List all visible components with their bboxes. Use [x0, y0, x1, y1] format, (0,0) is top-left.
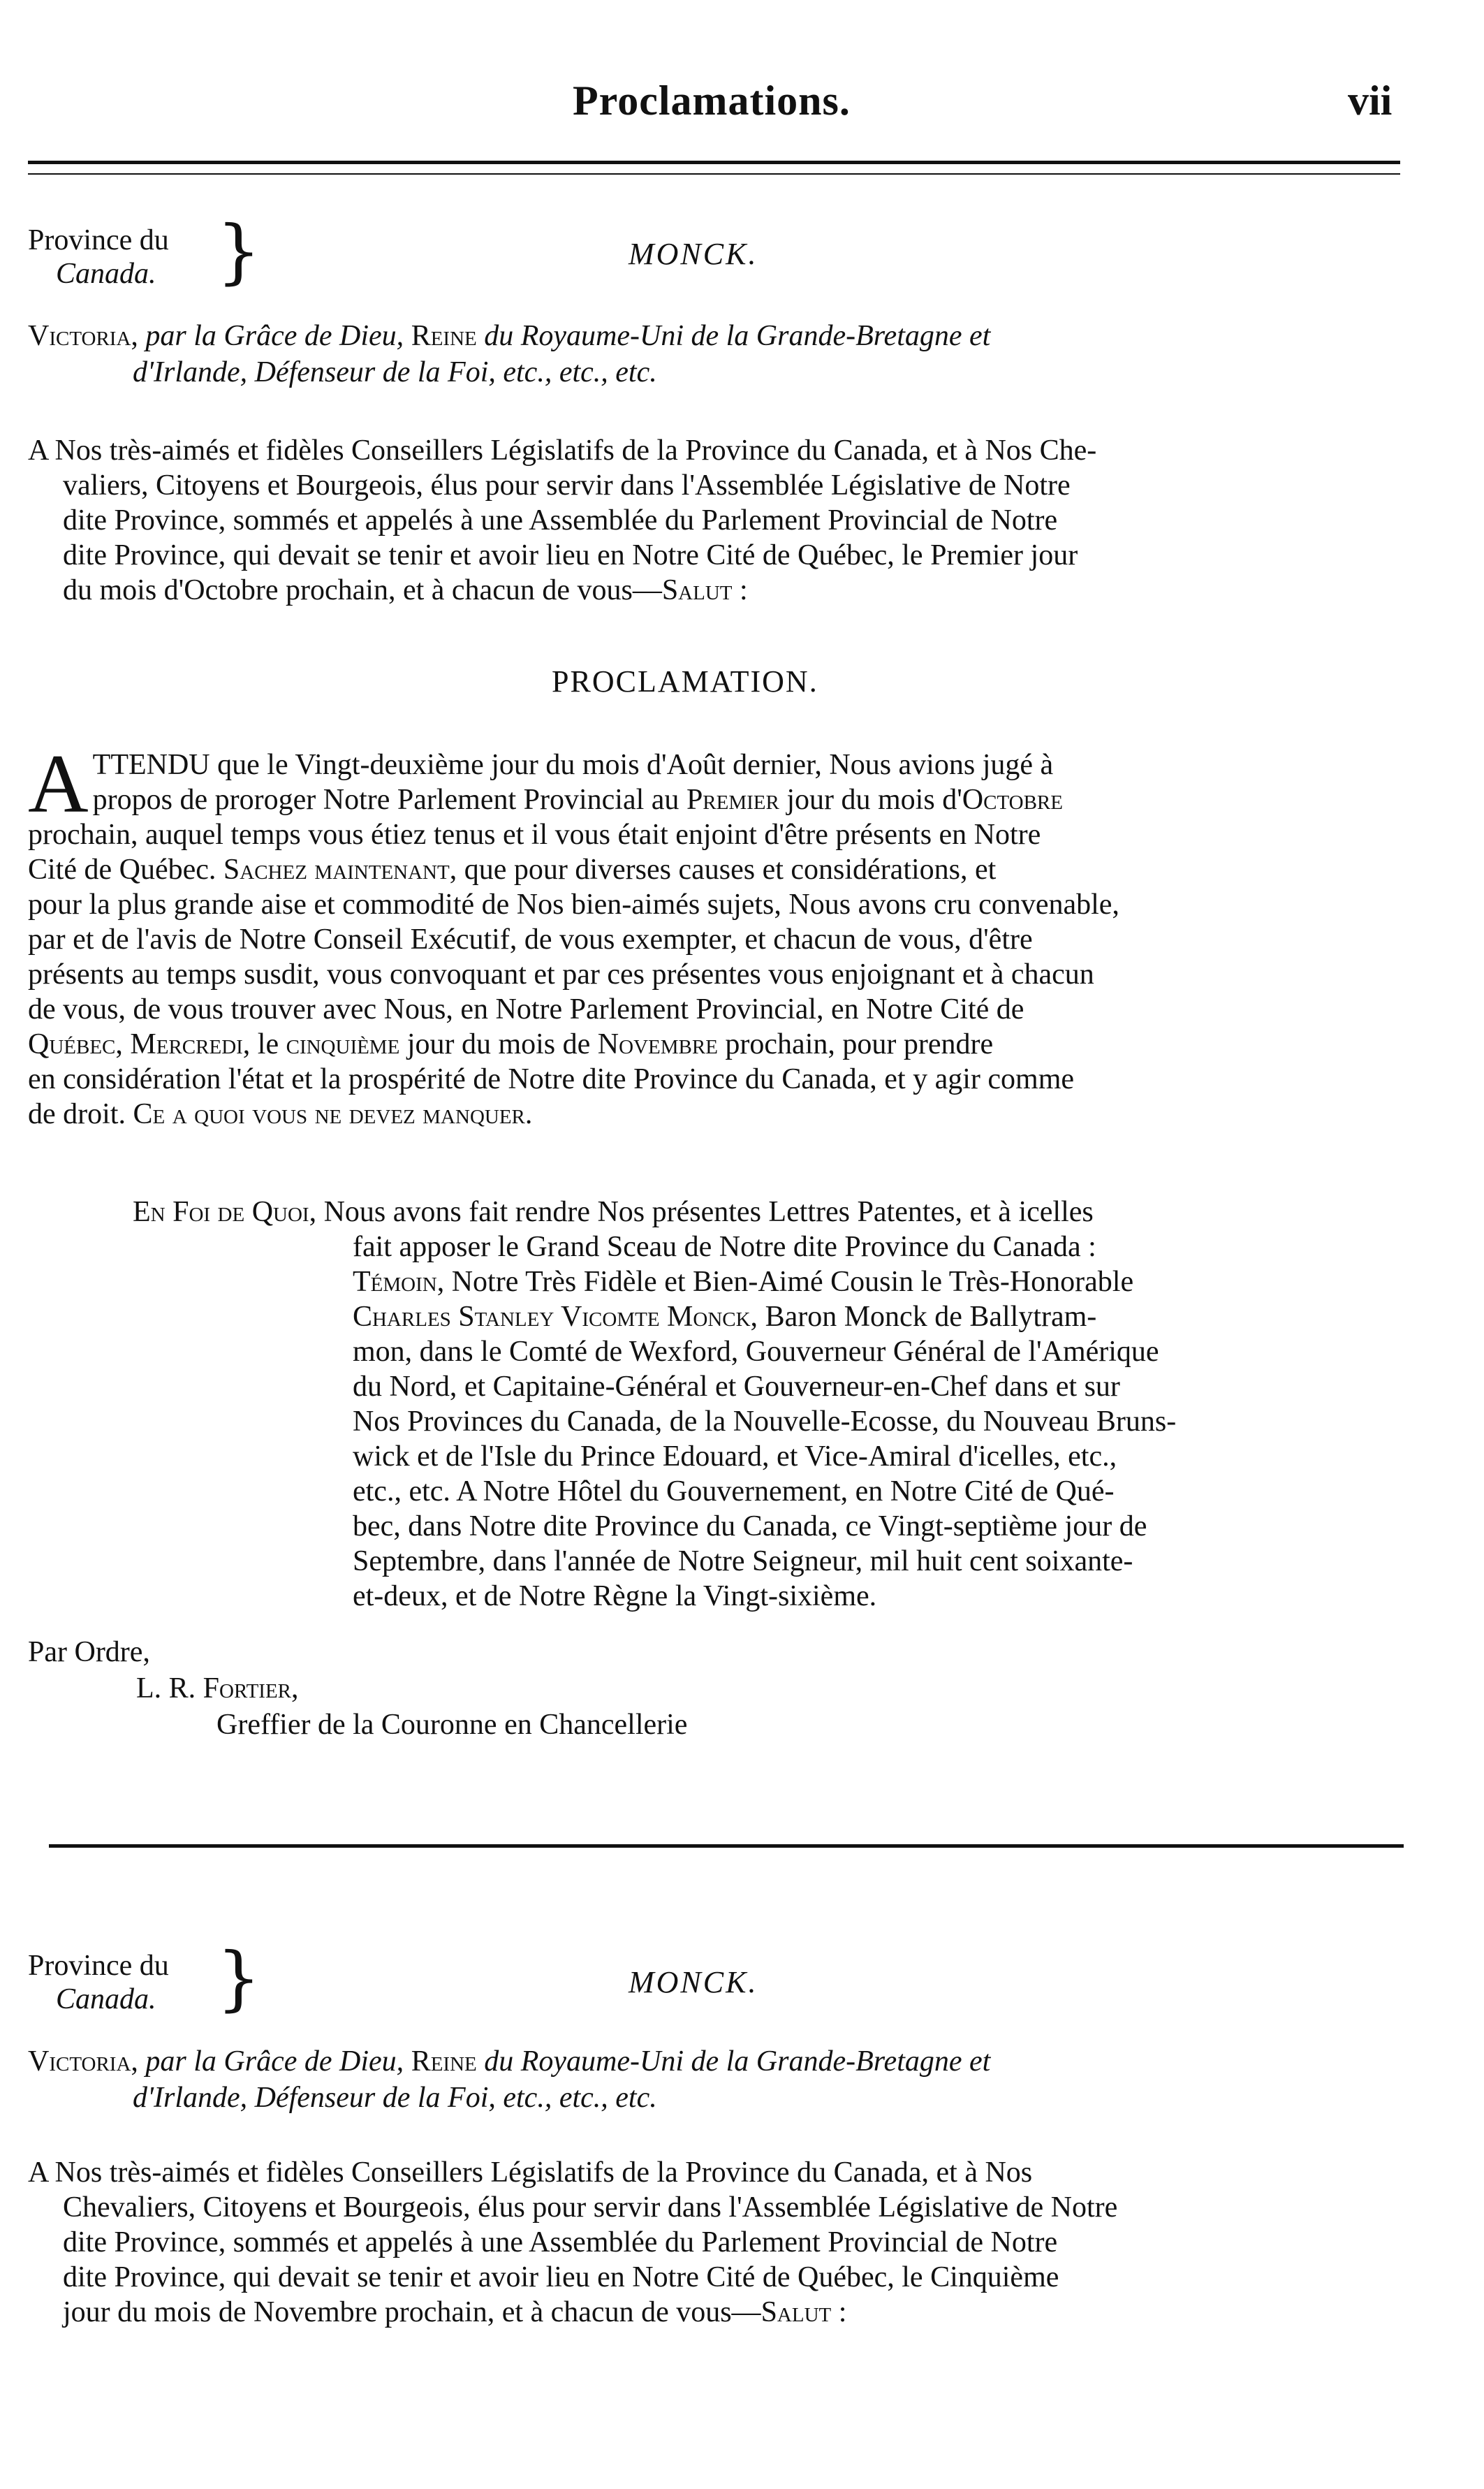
body-ceaquoi: Ce a quoi vous ne devez manquer. [133, 1098, 533, 1130]
address-line: dite Province, sommés et appelés à une Assemblée du Parlement Provincial de Notre [63, 504, 1058, 537]
witness-text: Baron Monck de Ballytram- [758, 1301, 1097, 1333]
address-colon: : [831, 2296, 847, 2328]
witness-temoin: Témoin, [353, 1266, 445, 1298]
governor-name: MONCK. [629, 1965, 758, 1999]
body-text: jour du mois de [399, 1028, 598, 1060]
section-separator [49, 1844, 1404, 1848]
body-line: pour la plus grande aise et commodité de Nos bien-aimés sujets, Nous avons cru convenable, [28, 889, 1119, 921]
address-line: A Nos très-aimés et fidèles Conseillers Législatifs de la Province du Canada, et à Nos [28, 2156, 1033, 2189]
province-canada: Canada. [56, 1983, 156, 2015]
body-octobre: Octobre [962, 784, 1063, 816]
salut-text: Salut [761, 2296, 832, 2328]
body-text: Cité de Québec. [28, 854, 223, 886]
address-paragraph [28, 2155, 1411, 2330]
victoria-reine: Reine [411, 320, 477, 352]
body-line [28, 1027, 1414, 1062]
victoria-line-2: d'Irlande, Défenseur de la Foi, etc., etc., etc. [133, 356, 657, 388]
witness-line: du Nord, et Capitaine-Général et Gouverneur-en-Chef dans et sur [353, 1371, 1120, 1403]
header-rule-bottom [28, 173, 1400, 175]
body-line: TTENDU que le Vingt-deuxième jour du mois d'Août dernier, Nous avions jugé à [92, 749, 1054, 781]
body-line: prochain, auquel temps vous étiez tenus et il vous était enjoint d'être présents en Notre [28, 819, 1041, 851]
address-colon: : [732, 574, 748, 606]
brace-symbol: } [216, 1937, 261, 2019]
body-line [28, 852, 1414, 887]
address-line: A Nos très-aimés et fidèles Conseillers Législatifs de la Province du Canada, et à Nos Che- [28, 435, 1097, 467]
body-line: présents au temps susdit, vous convoquant et par ces présentes vous enjoignant et à chacun [28, 958, 1094, 991]
province-canada: Canada. [56, 258, 156, 290]
body-sachez: Sachez maintenant [223, 854, 450, 886]
body-line: en considération l'état et la prospérité de Notre dite Province du Canada, et y agir comme [28, 1063, 1075, 1095]
witness-charles: Charles Stanley Vicomte Monck, [353, 1301, 758, 1333]
province-caption [28, 1949, 169, 2016]
province-line: Province du [28, 224, 169, 256]
witness-line: mon, dans le Comté de Wexford, Gouverneur Général de l'Amérique [353, 1336, 1159, 1368]
header-rule-top [28, 161, 1400, 164]
proclamation-body [28, 737, 1414, 1132]
body-line: par et de l'avis de Notre Conseil Exécutif, de vous exempter, et chacun de vous, d'être [28, 924, 1033, 956]
drop-cap: A [28, 737, 89, 830]
address-line-last [28, 573, 1411, 608]
witness-line: etc., etc. A Notre Hôtel du Gouvernement, en Notre Cité de Qué- [353, 1475, 1115, 1508]
body-cinquieme: cinquième [286, 1028, 400, 1060]
address-line: dite Province, qui devait se tenir et avoir lieu en Notre Cité de Québec, le Cinquième [63, 2261, 1059, 2293]
province-line: Province du [28, 1950, 169, 1982]
body-text: le [250, 1028, 286, 1060]
victoria-kingdom: du Royaume-Uni de la Grande-Bretagne et [484, 320, 991, 352]
salut-text: Salut [661, 574, 733, 606]
body-text: jour du mois d' [779, 784, 962, 816]
witness-line: bec, dans Notre dite Province du Canada, ce Vingt-septième jour de [353, 1510, 1147, 1542]
witness-line: et-deux, et de Notre Règne la Vingt-sixième. [353, 1580, 877, 1612]
body-quebec: Québec, Mercredi, [28, 1028, 251, 1060]
victoria-name: Victoria, [28, 2045, 138, 2078]
witness-line: fait apposer le Grand Sceau de Notre dite Province du Canada : [353, 1231, 1096, 1263]
par-ordre: Par Ordre, [28, 1636, 150, 1668]
victoria-name: Victoria, [28, 320, 138, 352]
witness-text: Notre Très Fidèle et Bien-Aimé Cousin le Très-Honorable [444, 1266, 1134, 1298]
body-text: de droit. [28, 1098, 133, 1130]
royal-style [28, 2043, 1411, 2116]
witness-first-line [133, 1195, 1400, 1229]
running-header [0, 70, 1484, 133]
witness-line: Nos Provinces du Canada, de la Nouvelle-Ecosse, du Nouveau Bruns- [353, 1406, 1177, 1438]
witness-paragraph [353, 1229, 1400, 1614]
address-line-last [28, 2295, 1411, 2330]
victoria-grace: par la Grâce de Dieu, [145, 2045, 404, 2078]
victoria-reine: Reine [411, 2045, 477, 2078]
victoria-grace: par la Grâce de Dieu, [145, 320, 404, 352]
signer-title: Greffier de la Couronne en Chancellerie [216, 1709, 688, 1741]
province-caption [28, 224, 169, 291]
body-novembre: Novembre [597, 1028, 718, 1060]
proclamation-heading: PROCLAMATION. [552, 664, 818, 699]
address-line: Chevaliers, Citoyens et Bourgeois, élus pour servir dans l'Assemblée Législative de Notre [63, 2191, 1118, 2224]
address-paragraph [28, 433, 1411, 608]
body-line [28, 1097, 1414, 1132]
witness-line: Septembre, dans l'année de Notre Seigneur, mil huit cent soixante- [353, 1545, 1133, 1577]
body-text: , que pour diverses causes et considérations, et [449, 854, 997, 886]
victoria-kingdom: du Royaume-Uni de la Grande-Bretagne et [484, 2045, 991, 2078]
page-number: vii [1348, 78, 1393, 124]
address-line: dite Province, sommés et appelés à une Assemblée du Parlement Provincial de Notre [63, 2226, 1058, 2258]
body-line: de vous, de vous trouver avec Nous, en Notre Parlement Provincial, en Notre Cité de [28, 993, 1024, 1025]
address-text: du mois d'Octobre prochain, et à chacun de vous— [63, 574, 662, 606]
body-premier: Premier [686, 784, 779, 816]
body-line [28, 782, 1414, 817]
witness-text: Nous avons fait rendre Nos présentes Lettres Patentes, et à icelles [316, 1196, 1094, 1228]
witness-line [353, 1299, 1400, 1334]
page-title: Proclamations. [573, 78, 851, 124]
address-text: jour du mois de Novembre prochain, et à chacun de vous— [63, 2296, 761, 2328]
signer-name: L. R. Fortier, [136, 1672, 299, 1705]
body-text: propos de proroger Notre Parlement Provincial au [92, 784, 686, 816]
address-line: valiers, Citoyens et Bourgeois, élus pour servir dans l'Assemblée Législative de Notre [63, 469, 1071, 502]
witness-lead: En Foi de Quoi, [133, 1196, 317, 1228]
address-line: dite Province, qui devait se tenir et avoir lieu en Notre Cité de Québec, le Premier jour [63, 539, 1078, 571]
witness-line [353, 1264, 1400, 1299]
brace-symbol: } [216, 210, 261, 292]
victoria-line-2: d'Irlande, Défenseur de la Foi, etc., etc., etc. [133, 2082, 657, 2114]
witness-line: wick et de l'Isle du Prince Edouard, et Vice-Amiral d'icelles, etc., [353, 1440, 1117, 1473]
governor-name: MONCK. [629, 237, 758, 271]
body-text: prochain, pour prendre [717, 1028, 994, 1060]
royal-style [28, 318, 1411, 390]
